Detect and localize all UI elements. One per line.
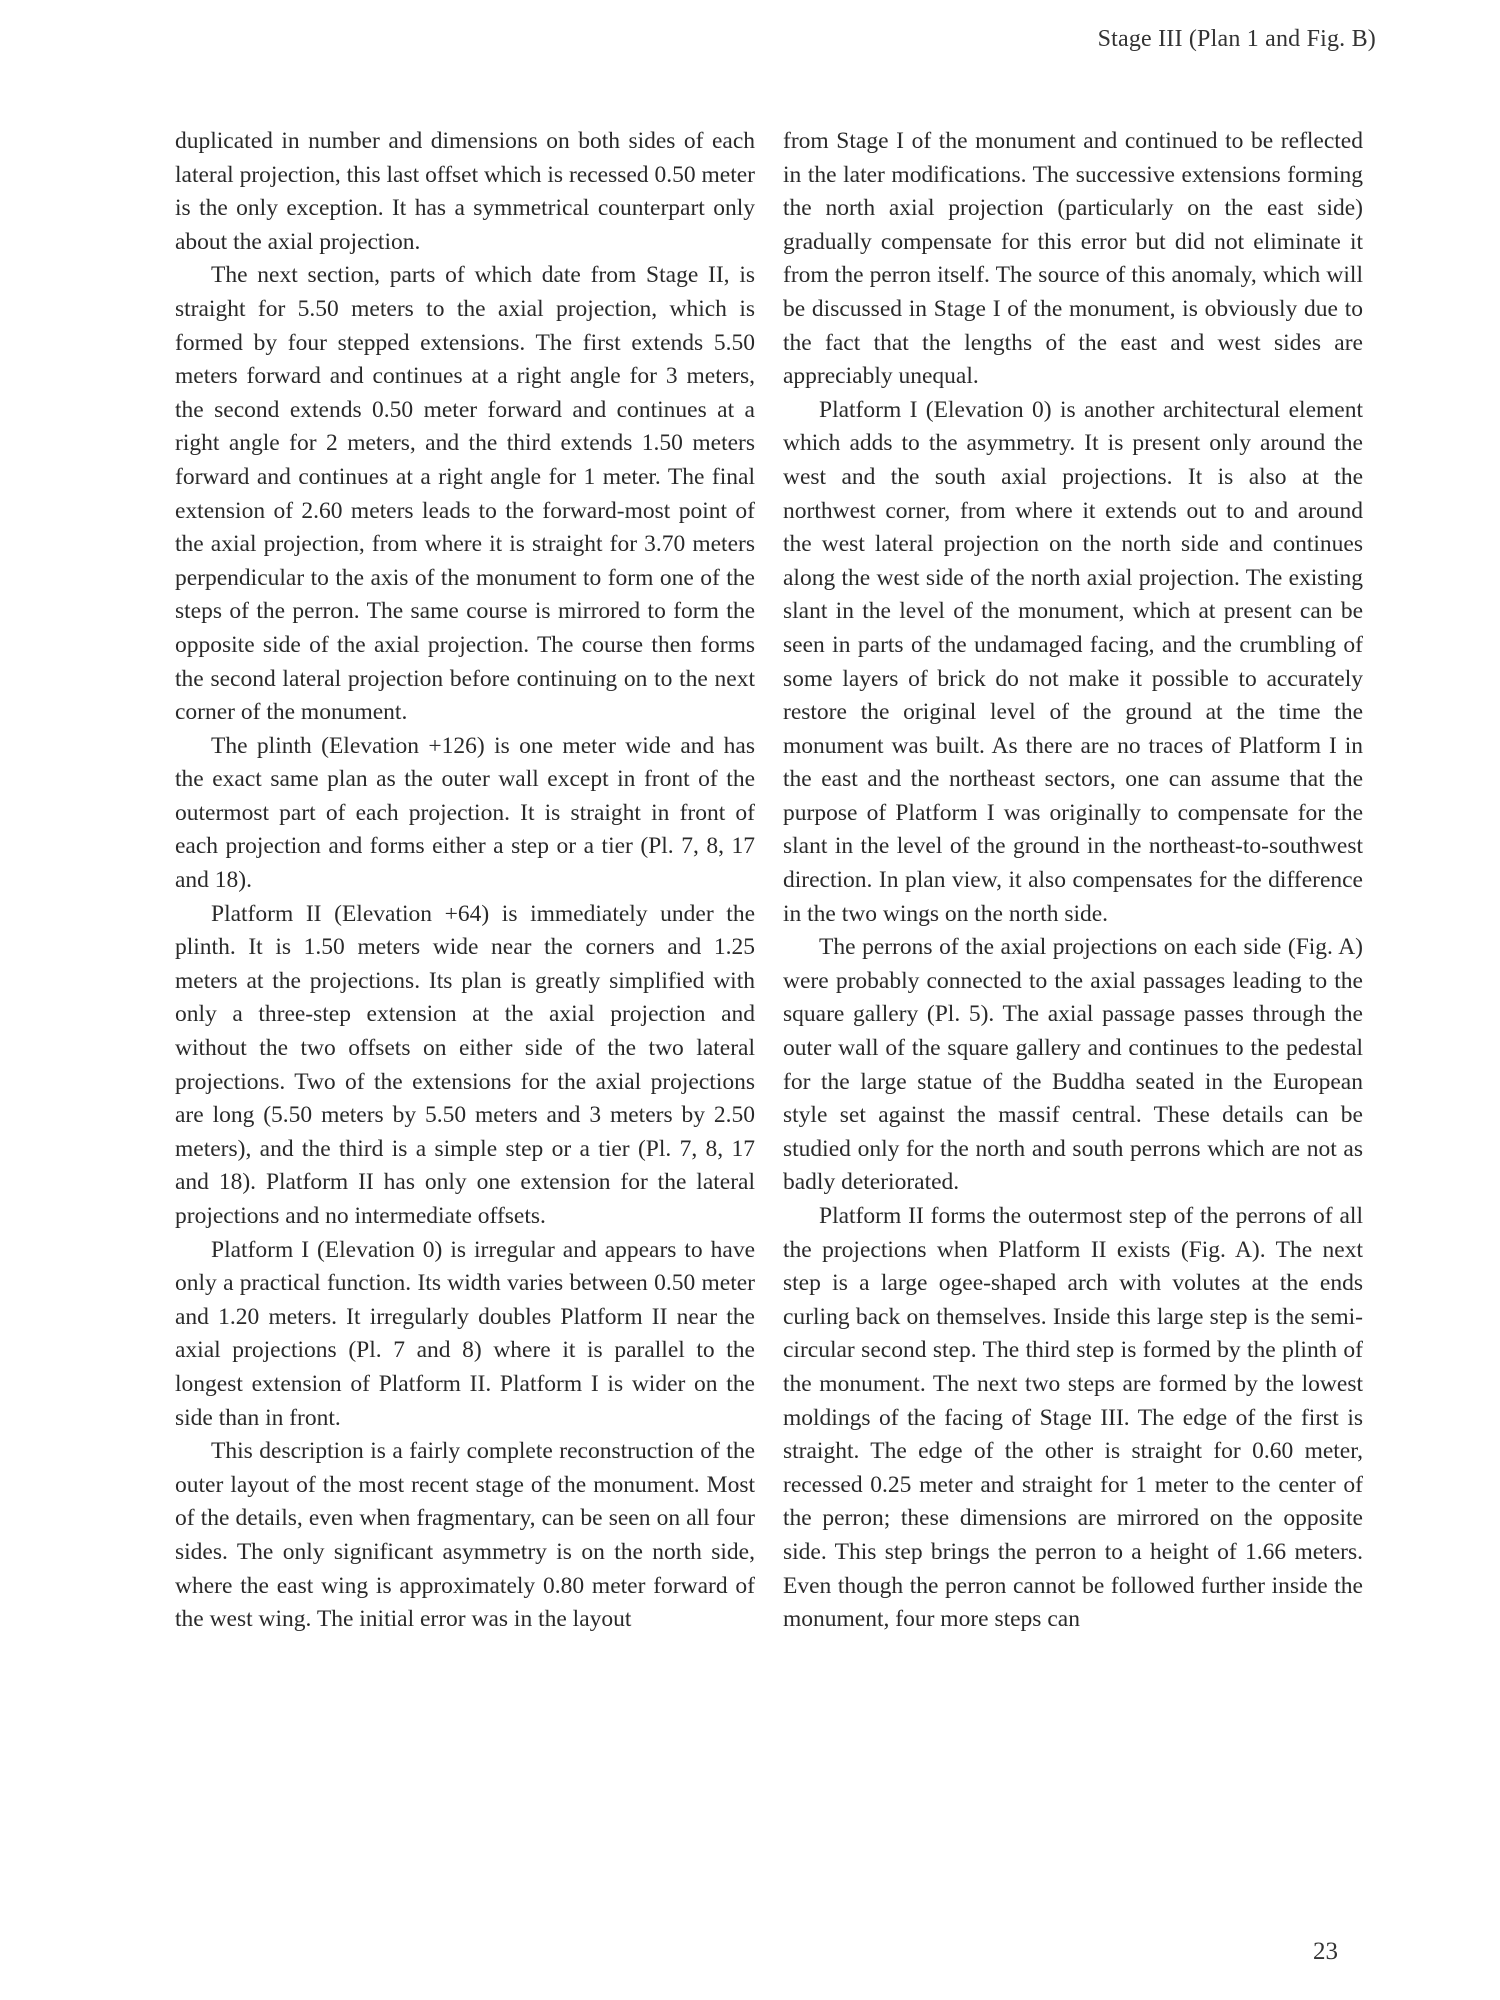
paragraph: duplicated in number and dimensions on both sides of each lateral projection, this last offset which is recessed 0.50 meter is the only exception. It has a symmetrical counterpart only about the axial projection. (175, 128, 755, 255)
paragraph: This description is a fairly complete reconstruction of the outer layout of the most recent stage of the monument. Most of the details, even when fragmentary, can be seen on all four sides. The only significant asymmetry is on the north side, where the east wing is approximately 0.80 meter forward of the west wing. The initial error was in the layout (175, 1438, 755, 1633)
paragraph: Platform II forms the outermost step of the perrons of all the projections when Platform II exists (Fig. A). The next step is a large ogee-shaped arch with volutes at the ends curling back on themselves. Inside this large step is the semi-circular second step. The third step is formed by the plinth of the monument. The next two steps are formed by the lowest moldings of the facing of Stage III. The edge of the first is straight. The edge of the other is straight for 0.60 meter, recessed 0.25 meter and straight for 1 meter to the center of the perron; these dimensions are mirrored on the opposite side. This step brings the perron to a height of 1.66 meters. Even though the perron cannot be followed further inside the monument, four more steps can (783, 1203, 1363, 1633)
paragraph: Platform I (Elevation 0) is irregular and appears to have only a practical function. Its width varies between 0.50 meter and 1.20 meters. It irregularly doubles Platform II near the axial projections (Pl. 7 and 8) where it is parallel to the longest extension of Platform II. Platform I is wider on the side than in front. (175, 1236, 755, 1431)
paragraph: The next section, parts of which date from Stage II, is straight for 5.50 meters to the axial projection, which is formed by four stepped extensions. The first extends 5.50 meters forward and continues at a right angle for 3 meters, the second extends 0.50 meter forward and continues at a right angle for 2 meters, and the third extends 1.50 meters forward and continues at a right angle for 1 meter. The final extension of 2.60 meters leads to the forward-most point of the axial projection, from where it is straight for 3.70 meters perpendicular to the axis of the monument to form one of the steps of the perron. The same course is mirrored to form the opposite side of the axial projection. The course then forms the second lateral projection before continuing on to the next corner of the monument. (175, 262, 755, 726)
left-column (175, 125, 755, 1637)
paragraph: from Stage I of the monument and continued to be reflected in the later modifications. The successive extensions forming the north axial projection (particularly on the east side) gradually compensate for this error but did not eliminate it from the perron itself. The source of this anomaly, which will be discussed in Stage I of the monument, is obviously due to the fact that the lengths of the east and west sides are appreciably unequal. (783, 128, 1363, 390)
right-column (783, 125, 1363, 1637)
page-number: 23 (1313, 1938, 1338, 1965)
running-header: Stage III (Plan 1 and Fig. B) (1097, 26, 1376, 52)
paragraph: The perrons of the axial projections on each side (Fig. A) were probably connected to the axial passages leading to the square gallery (Pl. 5). The axial passage passes through the outer wall of the square gallery and continues to the pedestal for the large statue of the Buddha seated in the European style set against the massif central. These details can be studied only for the north and south perrons which are not as badly deteriorated. (783, 934, 1363, 1196)
paragraph: Platform I (Elevation 0) is another architectural element which adds to the asymmetry. It is present only around the west and the south axial projections. It is also at the northwest corner, from where it extends out to and around the west lateral projection on the north side and continues along the west side of the north axial projection. The existing slant in the level of the monument, which at present can be seen in parts of the undamaged facing, and the crumbling of some layers of brick do not make it possible to accurately restore the original level of the ground at the time the monument was built. As there are no traces of Platform I in the east and the northeast sectors, one can assume that the purpose of Platform I was originally to compensate for the slant in the level of the ground in the northeast-to-southwest direction. In plan view, it also compensates for the difference in the two wings on the north side. (783, 396, 1363, 927)
paragraph: The plinth (Elevation +126) is one meter wide and has the exact same plan as the outer wall except in front of the outermost part of each projection. It is straight in front of each projection and forms either a step or a tier (Pl. 7, 8, 17 and 18). (175, 732, 755, 894)
paragraph: Platform II (Elevation +64) is immediately under the plinth. It is 1.50 meters wide near the corners and 1.25 meters at the projections. Its plan is greatly simplified with only a three-step extension at the axial projection and without the two offsets on either side of the two lateral projections. Two of the extensions for the axial projections are long (5.50 meters by 5.50 meters and 3 meters by 2.50 meters), and the third is a simple step or a tier (Pl. 7, 8, 17 and 18). Platform II has only one extension for the lateral projections and no intermediate offsets. (175, 900, 755, 1229)
